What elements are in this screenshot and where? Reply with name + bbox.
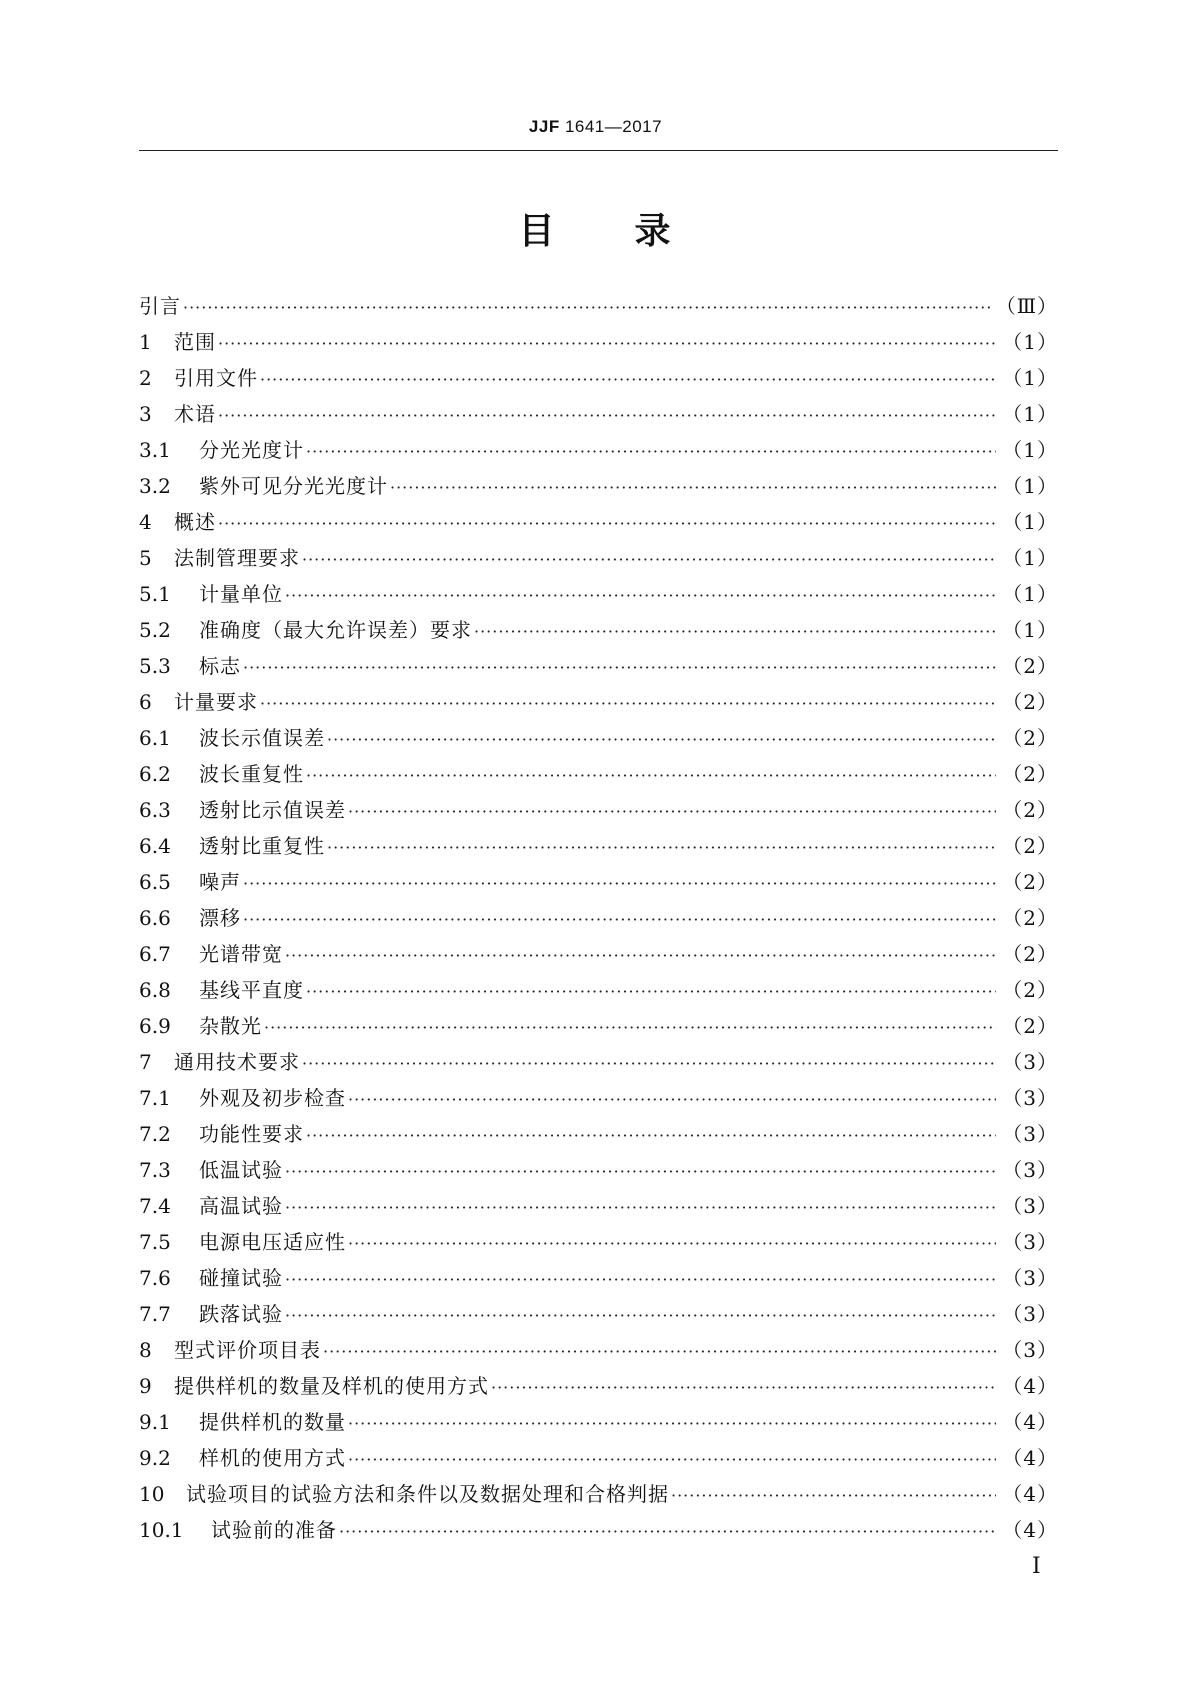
- toc-entry-page: （1）: [1002, 330, 1058, 354]
- toc-leader-dots: [348, 1406, 996, 1442]
- toc-entry[interactable]: [139, 1404, 1058, 1440]
- toc-entry-number: 7.6: [139, 1266, 171, 1290]
- page-title: [0, 203, 1191, 254]
- toc-entry[interactable]: [139, 612, 1058, 648]
- toc-leader-dots: [285, 1154, 996, 1190]
- standard-number: 1641—2017: [564, 117, 663, 136]
- toc-entry-title: 范围: [174, 330, 216, 354]
- toc-entry-number: 6: [139, 690, 152, 714]
- toc-entry[interactable]: [139, 1368, 1058, 1404]
- toc-entry[interactable]: [139, 1332, 1058, 1368]
- toc-entry-page: （3）: [1002, 1086, 1058, 1110]
- toc-entry-number: 7.2: [139, 1122, 171, 1146]
- toc-entry-number: 6.4: [139, 834, 171, 858]
- toc-leader-dots: [243, 866, 996, 902]
- toc-entry-page: （1）: [1002, 402, 1058, 426]
- toc-entry-page: （4）: [1002, 1446, 1058, 1470]
- toc-entry[interactable]: [139, 1044, 1058, 1080]
- toc-leader-dots: [323, 1334, 996, 1370]
- toc-entry-title: 杂散光: [199, 1014, 262, 1038]
- toc-entry-number: 6.9: [139, 1014, 171, 1038]
- toc-entry-title: 试验项目的试验方法和条件以及数据处理和合格判据: [186, 1482, 669, 1506]
- title-char-2: 录: [634, 211, 673, 252]
- toc-entry-title: 型式评价项目表: [174, 1338, 321, 1362]
- toc-entry-page: （2）: [1002, 1014, 1058, 1038]
- toc-entry-number: 1: [139, 330, 152, 354]
- toc-entry-page: （2）: [1002, 762, 1058, 786]
- toc-entry[interactable]: [139, 792, 1058, 828]
- toc-entry[interactable]: [139, 1188, 1058, 1224]
- toc-entry-title: 提供样机的数量: [199, 1410, 346, 1434]
- toc-entry-page: （1）: [1002, 546, 1058, 570]
- toc-leader-dots: [285, 1298, 996, 1334]
- toc-entry-page: （Ⅲ）: [995, 294, 1058, 318]
- toc-entry[interactable]: [139, 576, 1058, 612]
- toc-entry-number: 5.2: [139, 618, 171, 642]
- toc-entry[interactable]: [139, 1296, 1058, 1332]
- toc-entry[interactable]: [139, 432, 1058, 468]
- toc-entry-title: 法制管理要求: [174, 546, 300, 570]
- toc-entry-number: 3.2: [139, 474, 171, 498]
- toc-entry-title: 跌落试验: [199, 1302, 283, 1326]
- toc-leader-dots: [339, 1514, 996, 1550]
- toc-entry[interactable]: [139, 504, 1058, 540]
- toc-entry[interactable]: [139, 1440, 1058, 1476]
- toc-entry-page: （2）: [1002, 654, 1058, 678]
- toc-leader-dots: [348, 1082, 996, 1118]
- toc-leader-dots: [327, 830, 996, 866]
- toc-entry-number: 9.2: [139, 1446, 171, 1470]
- toc-entry[interactable]: [139, 972, 1058, 1008]
- toc-entry-title: 计量要求: [174, 690, 258, 714]
- toc-entry-number: 7.1: [139, 1086, 171, 1110]
- toc-leader-dots: [285, 1190, 996, 1226]
- toc-entry-page: （3）: [1002, 1194, 1058, 1218]
- toc-entry[interactable]: [139, 864, 1058, 900]
- toc-entry-page: （2）: [1002, 906, 1058, 930]
- toc-entry[interactable]: [139, 1080, 1058, 1116]
- toc-entry-title: 样机的使用方式: [199, 1446, 346, 1470]
- toc-leader-dots: [218, 506, 996, 542]
- toc-entry-title: 低温试验: [199, 1158, 283, 1182]
- toc-leader-dots: [390, 470, 996, 506]
- toc-entry[interactable]: [139, 396, 1058, 432]
- toc-entry[interactable]: [139, 828, 1058, 864]
- toc-entry-title: 碰撞试验: [199, 1266, 283, 1290]
- toc-entry-page: （2）: [1002, 942, 1058, 966]
- toc-entry[interactable]: [139, 936, 1058, 972]
- toc-leader-dots: [302, 542, 996, 578]
- toc-entry-number: 3.1: [139, 438, 171, 462]
- toc-entry-title: 波长重复性: [199, 762, 304, 786]
- toc-entry[interactable]: [139, 360, 1058, 396]
- toc-entry-number: 6.3: [139, 798, 171, 822]
- toc-leader-dots: [306, 758, 996, 794]
- toc-leader-dots: [260, 686, 996, 722]
- toc-entry-title: 透射比重复性: [199, 834, 325, 858]
- toc-entry-title: 噪声: [199, 870, 241, 894]
- toc-entry-number: 6.5: [139, 870, 171, 894]
- toc-entry-number: 8: [139, 1338, 152, 1362]
- toc-entry[interactable]: [139, 288, 1058, 324]
- toc-entry-title: 外观及初步检查: [199, 1086, 346, 1110]
- header-rule: [139, 150, 1058, 151]
- toc-leader-dots: [348, 1442, 996, 1478]
- toc-entry-number: 7.5: [139, 1230, 171, 1254]
- toc-entry-page: （4）: [1002, 1374, 1058, 1398]
- toc-leader-dots: [264, 1010, 996, 1046]
- toc-entry-title: 术语: [174, 402, 216, 426]
- toc-entry-page: （2）: [1002, 726, 1058, 750]
- toc-entry-title: 高温试验: [199, 1194, 283, 1218]
- toc-entry-title: 基线平直度: [199, 978, 304, 1002]
- toc-leader-dots: [348, 794, 996, 830]
- page-number: Ⅰ: [1032, 1554, 1041, 1579]
- toc-entry-number: 5.1: [139, 582, 171, 606]
- toc-entry-number: 5.3: [139, 654, 171, 678]
- toc-entry-title: 光谱带宽: [199, 942, 283, 966]
- toc-entry[interactable]: [139, 1476, 1058, 1512]
- toc-entry-page: （3）: [1002, 1266, 1058, 1290]
- toc-entry-title: 计量单位: [199, 582, 283, 606]
- toc-leader-dots: [218, 398, 996, 434]
- toc-leader-dots: [243, 650, 996, 686]
- toc-entry[interactable]: [139, 1008, 1058, 1044]
- toc-entry-page: （2）: [1002, 690, 1058, 714]
- toc-entry[interactable]: [139, 1116, 1058, 1152]
- toc-entry-page: （3）: [1002, 1050, 1058, 1074]
- toc-leader-dots: [306, 434, 996, 470]
- toc-entry-title: 引用文件: [174, 366, 258, 390]
- toc-entry-number: 4: [139, 510, 152, 534]
- toc-entry-page: （1）: [1002, 474, 1058, 498]
- toc-entry-page: （4）: [1002, 1482, 1058, 1506]
- toc-entry-number: 7.4: [139, 1194, 171, 1218]
- toc-entry-page: （2）: [1002, 834, 1058, 858]
- toc-entry-page: （3）: [1002, 1122, 1058, 1146]
- toc-entry-number: 2: [139, 366, 152, 390]
- toc-entry[interactable]: [139, 900, 1058, 936]
- toc-entry-title: 提供样机的数量及样机的使用方式: [174, 1374, 489, 1398]
- toc-entry[interactable]: [139, 684, 1058, 720]
- toc-leader-dots: [491, 1370, 996, 1406]
- toc-leader-dots: [474, 614, 996, 650]
- toc-entry[interactable]: [139, 720, 1058, 756]
- toc-leader-dots: [671, 1478, 996, 1514]
- toc-entry-page: （3）: [1002, 1338, 1058, 1362]
- toc-entry-number: 3: [139, 402, 152, 426]
- toc-entry-page: （3）: [1002, 1302, 1058, 1326]
- toc-entry-title: 标志: [199, 654, 241, 678]
- toc-entry-number: 6.7: [139, 942, 171, 966]
- toc-entry-page: （2）: [1002, 978, 1058, 1002]
- standard-code: JJF: [528, 117, 560, 136]
- toc-entry-number: 9.1: [139, 1410, 171, 1434]
- toc-entry[interactable]: [139, 1224, 1058, 1260]
- toc-entry-number: 5: [139, 546, 152, 570]
- toc-entry-number: 6.8: [139, 978, 171, 1002]
- toc-entry-number: 6.6: [139, 906, 171, 930]
- toc-entry-page: （2）: [1002, 798, 1058, 822]
- toc-entry-page: （3）: [1002, 1158, 1058, 1182]
- title-char-1: 目: [518, 211, 557, 252]
- toc-entry-number: 7: [139, 1050, 152, 1074]
- toc-entry-title: 概述: [174, 510, 216, 534]
- toc-entry-number: 9: [139, 1374, 152, 1398]
- toc-entry[interactable]: [139, 468, 1058, 504]
- toc-leader-dots: [243, 902, 996, 938]
- table-of-contents: [139, 288, 1058, 1548]
- toc-entry-number: 7.3: [139, 1158, 171, 1182]
- toc-entry-page: （4）: [1002, 1518, 1058, 1542]
- toc-leader-dots: [218, 326, 996, 362]
- toc-entry-title: 紫外可见分光光度计: [199, 474, 388, 498]
- toc-leader-dots: [348, 1226, 996, 1262]
- toc-entry-page: （3）: [1002, 1230, 1058, 1254]
- toc-entry[interactable]: [139, 648, 1058, 684]
- toc-entry-page: （1）: [1002, 510, 1058, 534]
- toc-entry-title: 功能性要求: [199, 1122, 304, 1146]
- toc-entry-title: 透射比示值误差: [199, 798, 346, 822]
- toc-entry[interactable]: [139, 540, 1058, 576]
- toc-entry-number: 7.7: [139, 1302, 171, 1326]
- toc-entry-number: 6.1: [139, 726, 171, 750]
- toc-leader-dots: [285, 1262, 996, 1298]
- toc-entry-page: （4）: [1002, 1410, 1058, 1434]
- toc-entry-number: 10: [139, 1482, 165, 1506]
- toc-leader-dots: [302, 1046, 996, 1082]
- toc-entry-title: 引言: [139, 294, 181, 318]
- toc-entry-title: 波长示值误差: [199, 726, 325, 750]
- toc-entry-title: 电源电压适应性: [199, 1230, 346, 1254]
- toc-leader-dots: [306, 1118, 996, 1154]
- toc-entry-number: 10.1: [139, 1518, 184, 1542]
- toc-leader-dots: [183, 290, 990, 326]
- toc-entry[interactable]: [139, 324, 1058, 360]
- toc-entry-page: （1）: [1002, 582, 1058, 606]
- toc-leader-dots: [260, 362, 996, 398]
- toc-leader-dots: [285, 578, 996, 614]
- toc-entry-number: 6.2: [139, 762, 171, 786]
- toc-entry-page: （1）: [1002, 366, 1058, 390]
- toc-entry-page: （1）: [1002, 618, 1058, 642]
- toc-entry[interactable]: [139, 1260, 1058, 1296]
- toc-entry-page: （2）: [1002, 870, 1058, 894]
- toc-entry-title: 通用技术要求: [174, 1050, 300, 1074]
- toc-entry[interactable]: [139, 756, 1058, 792]
- toc-entry-page: （1）: [1002, 438, 1058, 462]
- toc-entry[interactable]: [139, 1152, 1058, 1188]
- toc-entry-title: 分光光度计: [199, 438, 304, 462]
- document-header: [0, 117, 1191, 137]
- toc-leader-dots: [306, 974, 996, 1010]
- toc-entry-title: 漂移: [199, 906, 241, 930]
- toc-entry[interactable]: [139, 1512, 1058, 1548]
- toc-leader-dots: [285, 938, 996, 974]
- toc-entry-title: 准确度（最大允许误差）要求: [199, 618, 472, 642]
- toc-entry-title: 试验前的准备: [211, 1518, 337, 1542]
- toc-leader-dots: [327, 722, 996, 758]
